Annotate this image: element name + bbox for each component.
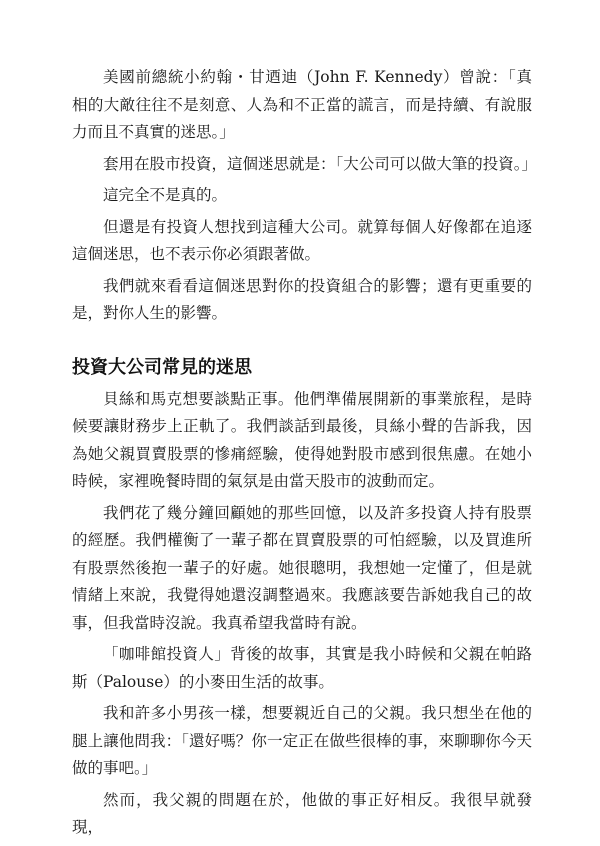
intro-paragraph-4: 但還是有投資人想找到這種大公司。就算每個人好像都在追逐這個迷思，也不表示你必須跟著做。	[72, 217, 532, 263]
intro-paragraph-5: 我們就來看看這個迷思對你的投資組合的影響；還有更重要的是，對你人生的影響。	[72, 276, 532, 322]
intro-paragraph-1: 美國前總統小約翰・甘迺迪（John F. Kennedy）曾說：「真相的大敵往往不是刻意、人為和不正當的謊言，而是持續、有說服力而且不真實的迷思。」	[72, 68, 532, 141]
document-page	[72, 64, 538, 846]
section-heading: 投資大公司常見的迷思	[72, 356, 252, 378]
section-paragraph-5: 然而，我父親的問題在於，他做的事正好相反。我很早就發現，	[72, 790, 532, 836]
section-paragraph-4: 我和許多小男孩一樣，想要親近自己的父親。我只想坐在他的腿上讓他問我：「還好嗎？你一定正在做些很棒的事，來聊聊你今天做的事吧。」	[72, 704, 532, 777]
intro-paragraph-2: 套用在股市投資，這個迷思就是：「大公司可以做大筆的投資。」	[103, 154, 538, 173]
intro-paragraph-3: 這完全不是真的。	[103, 186, 228, 204]
section-paragraph-3: 「咖啡館投資人」背後的故事，其實是我小時候和父親在帕路斯（Palouse）的小麥田生活的故事。	[72, 645, 532, 691]
section-paragraph-2: 我們花了幾分鐘回顧她的那些回憶，以及許多投資人持有股票的經歷。我們權衡了一輩子都在買賣股票的可怕經驗，以及買進所有股票然後抱一輩子的好處。她很聰明，我想她一定懂了，但是就情緒上來說，我覺得她還沒調整過來。我應該要告訴她我自己的故事，但我當時沒說。我真希望我當時有說。	[72, 503, 532, 632]
section-paragraph-1: 貝絲和馬克想要談點正事。他們準備展開新的事業旅程，是時候要讓財務步上正軌了。我們談話到最後，貝絲小聲的告訴我，因為她父親買賣股票的慘痛經驗，使得她對股市感到很焦慮。在她小時候，家裡晚餐時間的氣氛是由當天股市的波動而定。	[72, 389, 532, 490]
